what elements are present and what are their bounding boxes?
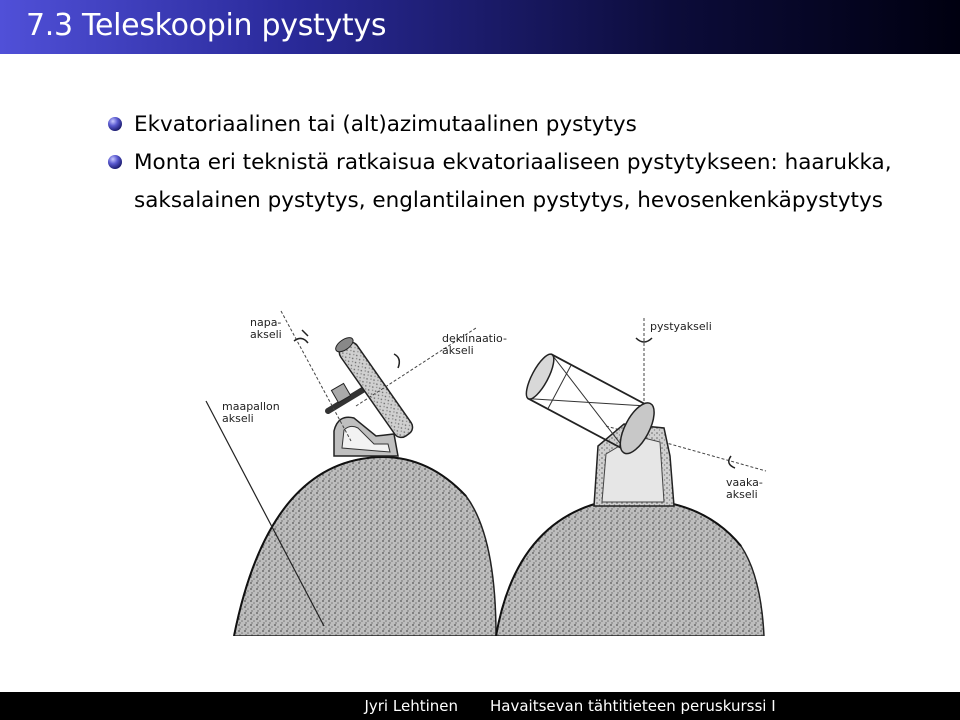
label-pystyakseli: pystyakseli (650, 320, 712, 333)
label-maapallon-akseli: maapallon (222, 400, 280, 413)
footer-bar (0, 692, 960, 720)
telescope-mount-figure (166, 306, 796, 636)
label-maapallon-akseli-2: akseli (222, 412, 254, 425)
bullet-text: Monta eri teknistä ratkaisua ekvatoriaaliseen pystytykseen: haarukka, saksalainen pystytys, englantilainen pystytys, hevosenkenkäpystytys (134, 150, 892, 213)
bullet-item (108, 144, 928, 220)
german-mount-drawing (206, 311, 507, 636)
label-vaaka-akseli: vaaka- (726, 476, 763, 489)
bullet-ball-icon (108, 155, 122, 169)
globe-right (496, 499, 764, 636)
label-deklinaatioakseli-2: akseli (442, 344, 474, 357)
bullet-item (108, 106, 928, 144)
label-napa-akseli-2: akseli (250, 328, 282, 341)
slide-title: 7.3 Teleskoopin pystytys (26, 8, 387, 43)
bullet-list (108, 106, 928, 220)
bullet-ball-icon (108, 117, 122, 131)
title-bar (0, 0, 960, 54)
label-vaaka-akseli-2: akseli (726, 488, 758, 501)
globe-left (234, 457, 496, 636)
altaz-mount-drawing (496, 318, 766, 636)
footer-author-text: Jyri Lehtinen (364, 697, 458, 715)
label-deklinaatioakseli: deklinaatio- (442, 332, 507, 345)
label-napa-akseli: napa- (250, 316, 282, 329)
bullet-text: Ekvatoriaalinen tai (alt)azimutaalinen pystytys (134, 112, 637, 137)
footer-author (0, 692, 472, 720)
footer-course: Havaitsevan tähtitieteen peruskurssi I (490, 697, 776, 715)
mount-illustration (166, 306, 796, 636)
